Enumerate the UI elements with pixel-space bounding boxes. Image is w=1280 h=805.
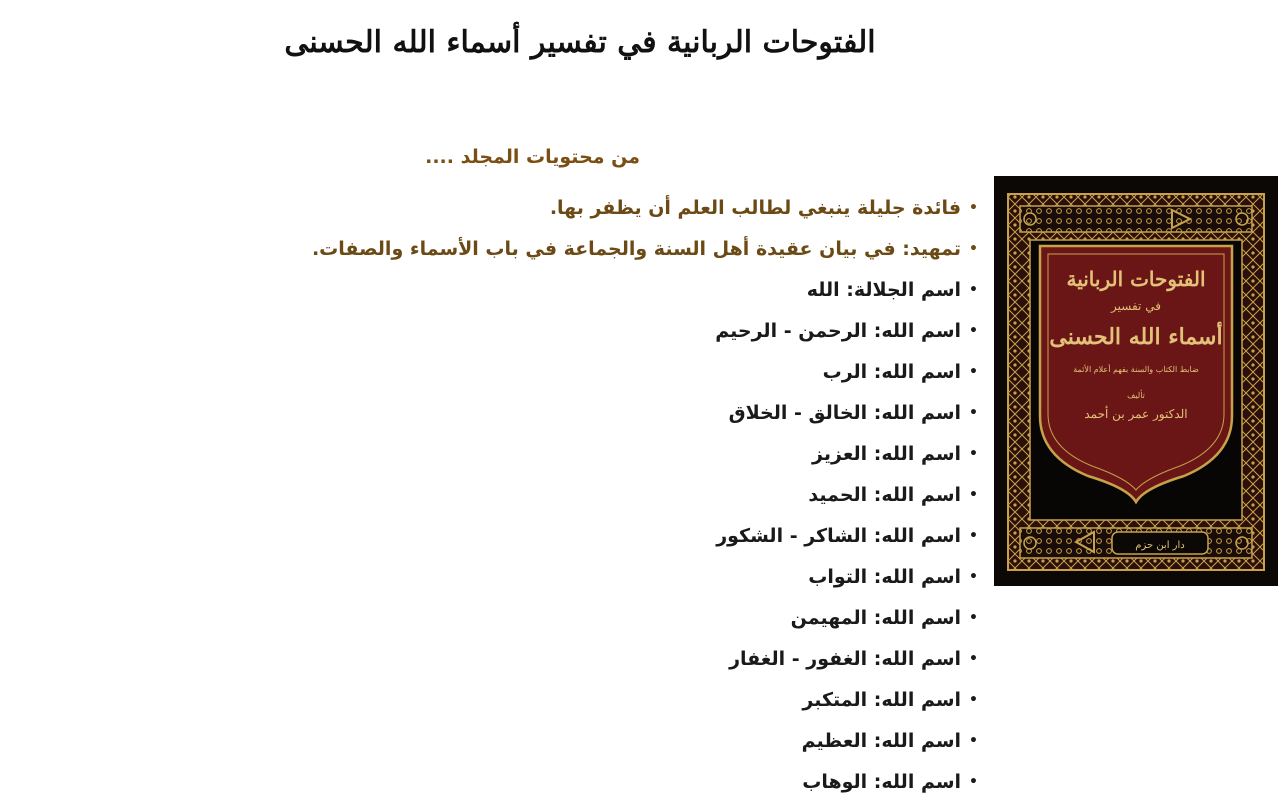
bullet-icon: •	[969, 364, 978, 380]
list-item-text: اسم الله: التواب	[808, 566, 962, 588]
bullet-icon: •	[969, 528, 978, 544]
cover-top-band	[1020, 206, 1252, 232]
section-heading: من محتويات المجلد ....	[425, 146, 640, 168]
cover-title-line3: أسماء الله الحسنى	[1049, 324, 1223, 350]
page-title: الفتوحات الربانية في تفسير أسماء الله الحسنى	[284, 25, 876, 60]
list-item	[298, 475, 978, 516]
list-item-text: اسم الجلالة: الله	[806, 279, 962, 301]
list-item	[298, 434, 978, 475]
list-item	[298, 393, 978, 434]
list-item	[298, 639, 978, 680]
list-item-text: اسم الله: الرحمن - الرحيم	[715, 320, 962, 342]
bullet-icon: •	[969, 569, 978, 585]
list-item-text: اسم الله: العظيم	[801, 730, 962, 752]
list-item	[298, 352, 978, 393]
bullet-icon: •	[969, 487, 978, 503]
cover-title-line2: في تفسير	[1111, 299, 1161, 313]
bullet-icon: •	[969, 446, 978, 462]
bullet-icon: •	[969, 405, 978, 421]
list-item-text: اسم الله: المتكبر	[802, 689, 962, 711]
list-item-text: اسم الله: الشاكر - الشكور	[716, 525, 962, 547]
bullet-icon: •	[969, 733, 978, 749]
list-item-text: اسم الله: العزيز	[812, 443, 962, 465]
list-item-text: اسم الله: الخالق - الخلاق	[728, 402, 962, 424]
list-item	[298, 516, 978, 557]
bullet-icon: •	[969, 282, 978, 298]
list-item-text: اسم الله: الرب	[822, 361, 962, 383]
bullet-icon: •	[969, 774, 978, 790]
cover-author-prefix: تأليف	[1127, 391, 1145, 400]
list-item-text: اسم الله: المهيمن	[790, 607, 962, 629]
list-item-text: اسم الله: الحميد	[808, 484, 962, 506]
list-item	[298, 188, 978, 229]
list-item	[298, 762, 978, 803]
cover-title-line1: الفتوحات الربانية	[1066, 267, 1206, 291]
contents-list	[298, 188, 978, 803]
list-item	[298, 598, 978, 639]
cover-author: الدكتور عمر بن أحمد	[1084, 407, 1188, 421]
list-item-text: تمهيد: في بيان عقيدة أهل السنة والجماعة في باب الأسماء والصفات.	[311, 238, 962, 260]
bullet-icon: •	[969, 323, 978, 339]
list-item-text: اسم الله: الغفور - الغفار	[729, 648, 962, 670]
list-item	[298, 311, 978, 352]
bullet-icon: •	[969, 610, 978, 626]
list-item	[298, 229, 978, 270]
list-item	[298, 721, 978, 762]
list-item	[298, 680, 978, 721]
cover-subtitle: ضابط الكتاب والسنة بفهم أعلام الأئمة	[1073, 365, 1199, 374]
bullet-icon: •	[969, 651, 978, 667]
bullet-icon: •	[969, 200, 978, 216]
list-item	[298, 557, 978, 598]
cover-publisher: دار ابن حزم	[1135, 540, 1185, 551]
book-cover-graphic	[994, 176, 1278, 586]
bullet-icon: •	[969, 692, 978, 708]
list-item-text: اسم الله: الوهاب	[802, 771, 962, 793]
bullet-icon: •	[969, 241, 978, 257]
list-item	[298, 270, 978, 311]
list-item-text: فائدة جليلة ينبغي لطالب العلم أن يظفر بها.	[549, 197, 962, 219]
book-cover-image	[994, 176, 1278, 586]
